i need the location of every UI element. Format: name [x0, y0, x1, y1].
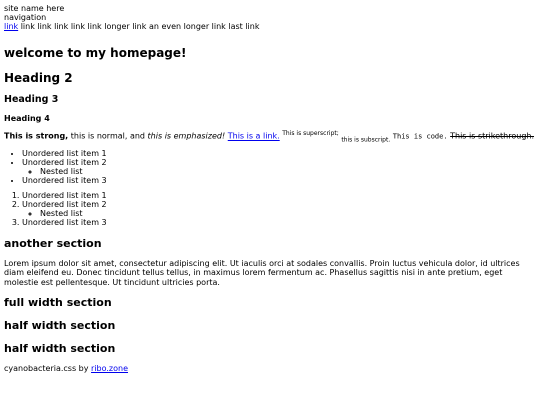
lorem-paragraph: Lorem ipsum dolor sit amet, consectetur adipiscing elit. Ut iaculis orci at sodales convallis. Proin luctus vehicula dolor, id ultrices diam eleifend eu. Donec tincidunt tellus tellus, in maximus lorem fermentum ac. Phasellus sagittis nisi in ante pretium, eget molestie est pellentesque. Ut tincidunt ultricies porta. [4, 258, 520, 287]
heading-4: Heading 4 [4, 114, 50, 124]
formatting-paragraph [4, 131, 536, 144]
superscript-text: This is superscript; [282, 130, 339, 138]
list-item: • Unordered list item 3 [22, 177, 536, 186]
list-item-label: Unordered list item 2 [22, 200, 107, 210]
section-heading-half-width: half width section [4, 341, 116, 355]
list-item-label: Unordered list item 2 [22, 158, 107, 168]
emphasized-text: this is emphasized! [147, 131, 226, 141]
nav-link[interactable]: link [87, 22, 102, 32]
list-item [22, 201, 536, 219]
list-item: 3. Unordered list item 3 [22, 219, 536, 228]
site-header [4, 4, 536, 32]
site-footer [4, 364, 536, 373]
unordered-list [4, 150, 536, 186]
nav-label: navigation [4, 13, 47, 23]
inline-link[interactable]: This is a link. [227, 131, 280, 141]
strikethrough-text: This is strikethrough. [450, 131, 535, 141]
nav-link[interactable]: link [4, 22, 19, 32]
footer-link[interactable]: ribo.zone [91, 364, 129, 374]
nav-link[interactable]: link [70, 22, 85, 32]
section-heading-another: another section [4, 237, 102, 251]
subscript-text: this is subscript. [341, 136, 391, 144]
page-title: welcome to my homepage! [4, 45, 187, 60]
nav-link-even-longer[interactable]: an even longer link [148, 22, 226, 32]
section-heading-full-width: full width section [4, 296, 112, 310]
nav-link[interactable]: link [54, 22, 69, 32]
nav-link[interactable]: link [37, 22, 52, 32]
nav-link[interactable]: link [20, 22, 35, 32]
nav-links [4, 22, 536, 31]
strong-text: This is strong, [4, 131, 69, 141]
section-heading-half-width: half width section [4, 319, 116, 333]
normal-text: this is normal, and [68, 131, 148, 141]
heading-3: Heading 3 [4, 94, 59, 106]
nav-link-longer[interactable]: longer link [104, 22, 147, 32]
list-item: • Unordered list item 1 [22, 150, 536, 159]
nested-list-item: ◦ Nested list [40, 210, 536, 219]
code-text: This is code. [392, 132, 448, 141]
nav-link-last[interactable]: last link [228, 22, 260, 32]
nested-list-item: ◦ Nested list [40, 168, 536, 177]
heading-2: Heading 2 [4, 71, 73, 86]
footer-text: cyanobacteria.css by [4, 364, 92, 374]
ordered-list [4, 192, 536, 228]
site-name: site name here [4, 4, 65, 13]
list-item: 1. Unordered list item 1 [22, 192, 536, 201]
list-item [22, 159, 536, 177]
